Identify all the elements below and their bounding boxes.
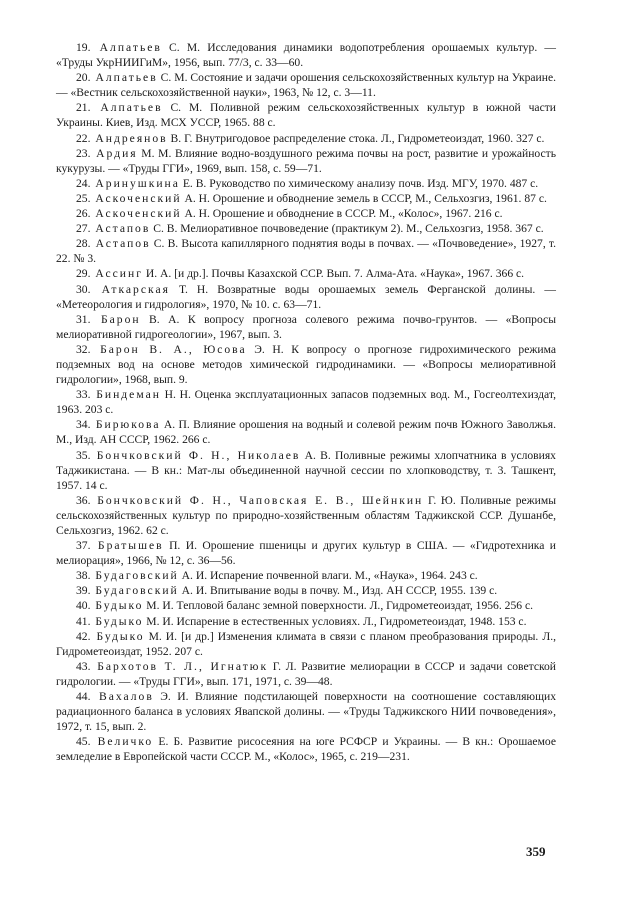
reference-text: П. И. Орошение пшеницы и других культур в США. — «Гидротехника и мелиорация», 1966, № 12, с. 36—56. [56,539,557,568]
reference-text: М. М. Влияние водно-воздушного режима почвы на рост, развитие и урожайность кукурузы. — «Труды ГГИ», 1969, вып. 158, с. 59—71. [56,146,556,175]
reference-text: Т. Н. Возвратные воды орошаемых земель Ферганской долины. — «Метеорология и гидрология», 1970, № 10. с. 63—71. [56,282,556,311]
reference-author: Бончковский Ф. Н., Николаев [96,448,301,462]
reference-entry [56,568,556,583]
reference-author: Величко [97,735,154,749]
reference-entry [56,221,556,236]
reference-entry [56,734,556,764]
reference-number: 32. [76,342,91,356]
reference-number: 45. [76,735,91,749]
reference-text: Г. Ю. Поливные режимы сельскохозяйственных культур по природно-хозяйственным областям Таджикской ССР. Душанбе, Сельхозгиз, 1962. 62 с. [56,493,556,537]
reference-text: А. П. Влияние орошения на водный и солевой режим почв Южного Заволжья. М., Изд. АН СССР, 1962. 266 с. [56,418,557,447]
reference-author: Будыко [95,614,144,628]
reference-text: Г. Л. Развитие мелиорации в СССР и задачи советской гидрологии. — «Труды ГГИ», вып. 171, 1971, с. 39—48. [56,659,557,688]
reference-entry [56,206,556,221]
reference-author: Аскоченский [95,207,182,221]
reference-entry [56,191,556,206]
reference-number: 44. [76,690,91,704]
reference-text: С. В. Высота капиллярного поднятия воды в почвах. — «Почвоведение», 1927, т. 22. № 3. [56,237,556,266]
reference-author: Бирюкова [95,418,161,432]
reference-text: С. В. Мелиоративное почвоведение (практикум 2). М., Сельхозгиз, 1958. 367 с. [153,222,544,236]
reference-author: Бончковский Ф. Н., Чаповская Е. В., Шейнкин [97,493,424,507]
reference-text: М. И. [и др.] Изменения климата в связи с планом преобразования природы. Л., Гидрометеоиздат, 1952. 207 с. [56,629,556,658]
reference-text: В. А. К вопросу прогноза солевого режима почво-грунтов. — «Вопросы мелиоративной гидрогеологии», 1967, вып. 3. [56,312,556,341]
reference-author: Астапов [95,237,151,251]
reference-number: 36. [76,493,91,507]
reference-entry [56,282,556,312]
reference-number: 22. [76,131,91,145]
reference-number: 26. [76,207,91,221]
reference-author: Будыко [96,629,145,643]
reference-author: Биндеман [96,388,161,402]
reference-author: Аринушкина [95,176,180,190]
reference-number: 25. [76,191,91,205]
reference-text: В. Г. Внутригодовое распределение стока. Л., Гидрометеоиздат, 1960. 327 с. [170,131,545,145]
reference-author: Аскоченский [95,191,182,205]
reference-text: Н. Н. Оценка эксплуатационных запасов подземных вод. М., Госгеолтехиздат, 1963. 203 с. [56,388,556,417]
reference-author: Будаговский [95,569,179,583]
reference-entry [56,689,556,734]
reference-entry [56,342,556,387]
reference-number: 41. [76,614,91,628]
reference-author: Барон [100,312,141,326]
reference-number: 21. [76,101,91,115]
reference-list [56,40,556,765]
reference-author: Аткарская [101,282,170,296]
reference-text: А. В. Поливные режимы хлопчатника в условиях Таджикистана. — В кн.: Мат-лы объединенной научной сессии по хлопководству, т. 3. Ташкент, 1957. 14 с. [56,448,556,492]
reference-entry [56,131,556,146]
reference-number: 35. [76,448,91,462]
reference-author: Будыко [95,599,144,613]
reference-text: А. И. Впитывание воды в почву. М., Изд. АН СССР, 1955. 139 с. [181,584,498,598]
reference-author: Андреянов [95,131,168,145]
bibliography-page [56,40,556,765]
reference-entry [56,236,556,266]
reference-number: 39. [76,584,91,598]
reference-number: 37. [76,539,91,553]
reference-number: 40. [76,599,91,613]
reference-number: 23. [76,146,91,160]
reference-number: 34. [76,418,91,432]
reference-number: 28. [76,237,91,251]
reference-entry [56,583,556,598]
reference-author: Алпатьев [95,71,158,85]
reference-text: А. Н. Орошение и обводнение земель в СССР, М., Сельхозгиз, 1961. 87 с. [184,191,547,205]
reference-number: 30. [76,282,91,296]
reference-author: Алпатьев [100,101,163,115]
reference-entry [56,100,556,130]
reference-entry [56,493,556,538]
reference-text: Э. И. Влияние подстилающей поверхности на соотношение составляющих радиационного баланса в условиях Явапской долины. — «Труды Таджикского НИИ почвоведения», 1972, т. 15, вып. 2. [56,690,557,734]
reference-number: 19. [76,41,91,54]
reference-entry [56,659,556,689]
reference-text: И. А. [и др.]. Почвы Казахской ССР. Вып. 7. Алма-Ата. «Наука», 1967. 366 с. [145,267,525,281]
reference-author: Барон В. А., Юсова [100,342,247,356]
reference-entry [56,40,556,70]
reference-text: С. М. Исследования динамики водопотребления орошаемых культур. — «Труды УкрНИИГиМ», 1956, вып. 77/3, с. 33—60. [56,41,556,70]
reference-entry [56,146,556,176]
reference-text: С. М. Состояние и задачи орошения сельскохозяйственных культур на Украине. — «Вестник сельскохозяйственной науки», 1963, № 12, с. 3—11. [56,71,557,100]
reference-entry [56,614,556,629]
reference-author: Алпатьев [99,41,162,54]
reference-text: Е. Б. Развитие рисосеяния на юге РСФСР и Украины. — В кн.: Орошаемое земледелие в Европейской части СССР. М., «Колос», 1965, с. 219—231. [56,735,556,764]
reference-number: 33. [76,388,91,402]
reference-entry [56,70,556,100]
reference-author: Вахалов [98,690,154,704]
reference-author: Бархотов Т. Л., Игнатюк [97,659,269,673]
reference-text: А. Н. Орошение и обводнение в СССР. М., «Колос», 1967. 216 с. [184,207,503,221]
reference-text: С. М. Поливной режим сельскохозяйственных культур в южной части Украины. Киев, Изд. МСХ УССР, 1965. 88 с. [56,101,556,130]
reference-number: 27. [76,222,91,236]
reference-entry [56,538,556,568]
reference-text: Е. В. Руководство по химическому анализу почв. Изд. МГУ, 1970. 487 с. [182,176,539,190]
page-number: 359 [526,844,546,859]
reference-text: М. И. Тепловой баланс земной поверхности. Л., Гидрометеоиздат, 1956. 256 с. [146,599,533,613]
reference-number: 29. [76,267,91,281]
reference-text: А. И. Испарение почвенной влаги. М., «Наука», 1964. 243 с. [181,569,478,583]
reference-author: Ассинг [95,267,143,281]
reference-author: Будаговский [95,584,179,598]
reference-text: М. И. Испарение в естественных условиях. Л., Гидрометеоиздат, 1948. 153 с. [146,614,527,628]
reference-entry [56,598,556,613]
reference-author: Астапов [95,222,151,236]
reference-entry [56,387,556,417]
reference-entry [56,312,556,342]
reference-number: 24. [76,176,91,190]
reference-number: 42. [76,629,91,643]
reference-entry [56,266,556,281]
reference-number: 31. [76,312,91,326]
reference-author: Братышев [97,539,164,553]
reference-entry [56,629,556,659]
reference-entry [56,417,556,447]
reference-number: 20. [76,71,91,85]
reference-text: Э. Н. К вопросу о прогнозе гидрохимического режима подземных вод на основе методов химической гидродинамики. — «Вопросы мелиоративной гидрологии», 1968, вып. 9. [56,342,556,387]
reference-author: Ардия [96,146,138,160]
reference-number: 38. [76,569,91,583]
reference-number: 43. [76,659,91,673]
reference-entry [56,176,556,191]
reference-entry [56,448,556,493]
